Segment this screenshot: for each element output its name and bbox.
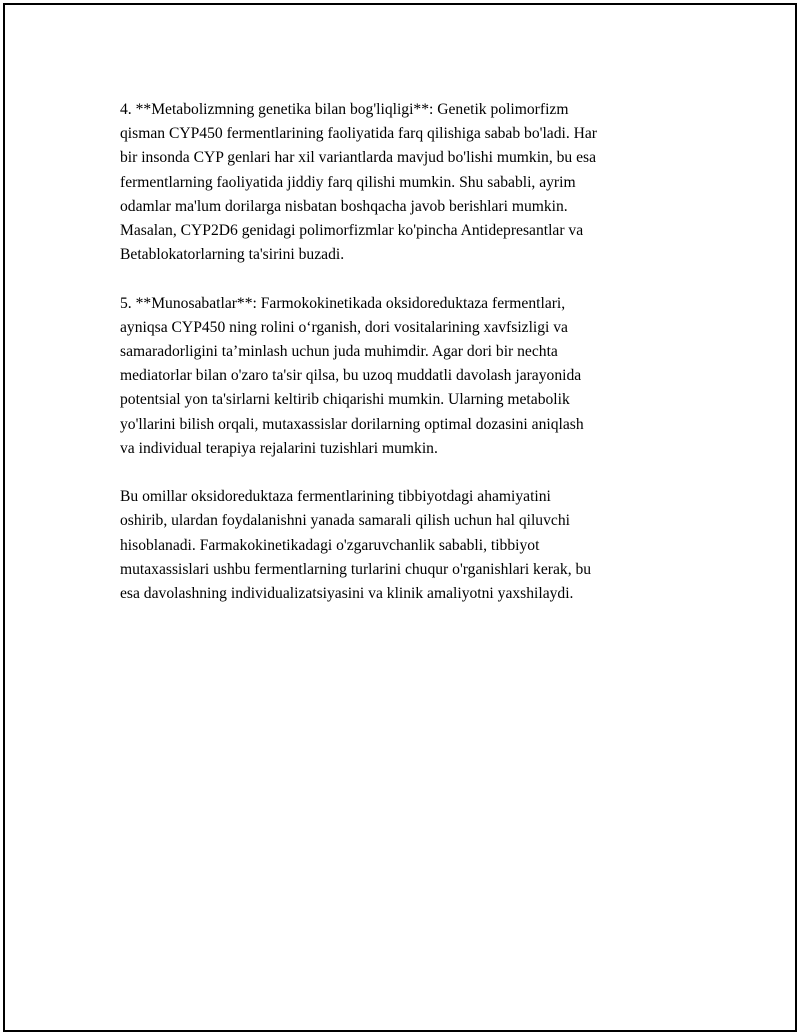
paragraph-relations: 5. **Munosabatlar**: Farmokokinetikada oksidoreduktaza fermentlari, ayniqsa CYP450 ning rolini o‘rganish, dori vositalarining xavfsizligi va samaradorligini ta’minlash uchun juda muhimdir. Agar dori bir nechta mediatorlar bilan o'zaro ta'sir qilsa, bu uzoq muddatli davolash jarayonida potentsial yon ta'sirlarni keltirib chiqarishi mumkin. Ularning metabolik yo'llarini bilish orqali, mutaxassislar dorilarning optimal dozasini aniqlash va individual terapiya rejalarini tuzishlari mumkin. (120, 294, 584, 457)
document-body (120, 98, 680, 630)
paragraph-metabolism-genetics: 4. **Metabolizmning genetika bilan bog'liqligi**: Genetik polimorfizm qisman CYP450 fermentlarining faoliyatida farq qilishiga sabab bo'ladi. Har bir insonda CYP genlari har xil variantlarda mavjud bo'lishi mumkin, bu esa fermentlarning faoliyatida jiddiy farq qilishi mumkin. Shu sababli, ayrim odamlar ma'lum dorilarga nisbatan boshqacha javob berishlari mumkin. Masalan, CYP2D6 genidagi polimorfizmlar ko'pincha Antidepresantlar va Betablokatorlarning ta'sirini buzadi. (120, 101, 598, 264)
paragraph-conclusion: Bu omillar oksidoreduktaza fermentlarining tibbiyotdagi ahamiyatini oshirib, ulardan foydalanishni yanada samarali qilish uchun hal qiluvchi hisoblanadi. Farmakokinetikadagi o'zgaruvchanlik sababli, tibbiyot mutaxassislari ushbu fermentlarning turlarini chuqur o'rganishlari kerak, bu esa davolashning individualizatsiyasini va klinik amaliyotni yaxshilaydi. (120, 488, 592, 603)
document-page (3, 3, 797, 1032)
